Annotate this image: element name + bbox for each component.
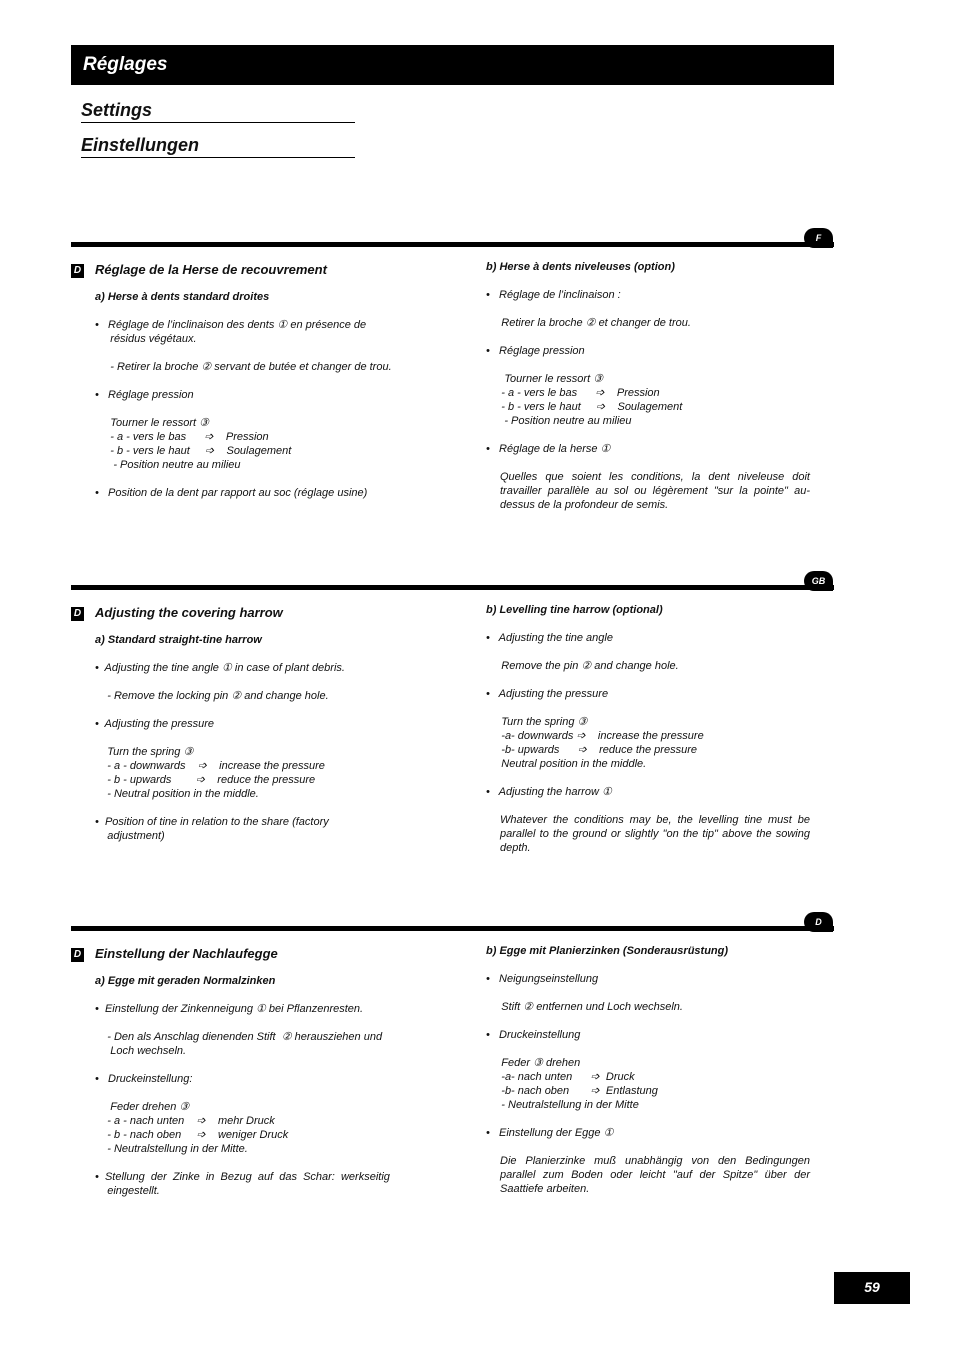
text-line <box>95 402 425 416</box>
text-line: Retirer la broche ② et changer de trou. <box>486 317 691 329</box>
text-line: Turn the spring ③ <box>486 716 588 728</box>
left-column <box>95 633 425 843</box>
text-line <box>95 1016 425 1030</box>
text-line <box>486 617 811 631</box>
text-line: • Position de la dent par rapport au soc (réglage usine) <box>95 487 368 499</box>
right-heading: b) Levelling tine harrow (optional) <box>486 604 663 616</box>
page-title: Réglages <box>83 54 168 75</box>
text-line: • Neigungseinstellung <box>486 973 599 985</box>
text-line <box>486 645 811 659</box>
text-line: - a - downwards ➩ increase the pressure <box>95 760 325 772</box>
section-f <box>0 233 954 582</box>
text-line: - Position neutre au milieu <box>486 415 632 427</box>
text-line <box>486 986 811 1000</box>
text-line: - b - upwards ➩ reduce the pressure <box>95 774 316 786</box>
text-line <box>486 1140 811 1154</box>
text-line <box>486 771 811 785</box>
section-rule <box>71 926 834 931</box>
text-line <box>486 958 811 972</box>
header-bar <box>71 45 834 85</box>
right-heading: b) Egge mit Planierzinken (Sonderausrüstung) <box>486 945 729 957</box>
text-line: • Adjusting the pressure <box>486 688 609 700</box>
marker-box: D <box>71 607 84 621</box>
marker-box: D <box>71 264 84 278</box>
section-rule <box>71 585 834 590</box>
text-line <box>486 701 811 715</box>
text-line: • Réglage de la herse ① <box>486 443 611 455</box>
text-line <box>486 456 811 470</box>
text-line: - Neutralstellung in der Mitte <box>486 1099 639 1111</box>
text-line <box>95 675 425 689</box>
text-line: • Réglage de l’inclinaison des dents ① en présence de <box>95 319 367 331</box>
text-line <box>486 799 811 813</box>
text-line <box>95 988 425 1002</box>
text-line <box>486 1112 811 1126</box>
right-heading: b) Herse à dents niveleuses (option) <box>486 261 675 273</box>
text-line <box>95 472 425 486</box>
text-line: Neutral position in the middle. <box>486 758 647 770</box>
text-line: • Réglage de l’inclinaison : <box>486 289 621 301</box>
right-paragraph: Quelles que soient les conditions, la dent niveleuse doit travailler parallèle au sol ou légèrement "sur la pointe" au-dessus de la profondeur de semis. <box>500 471 810 511</box>
text-line: Loch wechseln. <box>95 1045 187 1057</box>
text-line <box>486 274 811 288</box>
text-line <box>95 1086 425 1100</box>
left-heading: a) Standard straight-tine harrow <box>95 634 262 646</box>
text-line: • Réglage pression <box>95 389 194 401</box>
text-line: -a- downwards ➩ increase the pressure <box>486 730 704 742</box>
text-line: • Druckeinstellung <box>486 1029 581 1041</box>
text-line: - Position neutre au milieu <box>95 459 241 471</box>
marker-box: D <box>71 948 84 962</box>
text-line: - b - nach oben ➩ weniger Druck <box>95 1129 289 1141</box>
text-line: Tourner le ressort ③ <box>95 417 209 429</box>
section-title: Adjusting the covering harrow <box>95 605 283 620</box>
text-line <box>95 731 425 745</box>
text-line <box>95 801 425 815</box>
text-line: Feder ③ drehen <box>486 1057 581 1069</box>
text-line: - a - vers le bas ➩ Pression <box>486 387 660 399</box>
text-line <box>95 304 425 318</box>
right-column <box>486 944 811 1196</box>
page-number: 59 <box>834 1272 910 1304</box>
text-line: • Adjusting the harrow ① <box>486 786 612 798</box>
text-line: - Neutral position in the middle. <box>95 788 259 800</box>
section-title: Réglage de la Herse de recouvrement <box>95 262 327 277</box>
text-line <box>95 1156 425 1170</box>
text-line: Stift ② entfernen und Loch wechseln. <box>486 1001 683 1013</box>
text-line: Tourner le ressort ③ <box>486 373 604 385</box>
left-heading: a) Herse à dents standard droites <box>95 291 270 303</box>
text-line: Feder drehen ③ <box>95 1101 190 1113</box>
language-badge: F <box>804 228 833 248</box>
text-line: • Réglage pression <box>486 345 585 357</box>
right-paragraph: Whatever the conditions may be, the levelling tine must be parallel to the ground or slightly "on the tip" above the sowing depth. <box>500 814 810 854</box>
text-line: -b- nach oben ➩ Entlastung <box>486 1085 658 1097</box>
text-line: - Den als Anschlag dienenden Stift ② herausziehen und <box>95 1031 383 1043</box>
subtitle-german: Einstellungen <box>81 135 355 158</box>
text-line <box>486 302 811 316</box>
text-line <box>486 428 811 442</box>
text-line: • Adjusting the tine angle <box>486 632 613 644</box>
section-rule <box>71 242 834 247</box>
text-line: - b - vers le haut ➩ Soulagement <box>486 401 683 413</box>
text-line: • Position of tine in relation to the share (factory <box>95 816 329 828</box>
text-line: - Neutralstellung in der Mitte. <box>95 1143 248 1155</box>
text-line: Remove the pin ② and change hole. <box>486 660 679 672</box>
text-line: • Druckeinstellung: <box>95 1073 193 1085</box>
text-line: - b - vers le haut ➩ Soulagement <box>95 445 292 457</box>
text-line: - a - vers le bas ➩ Pression <box>95 431 269 443</box>
text-line: -a- nach unten ➩ Druck <box>486 1071 635 1083</box>
left-column <box>95 290 425 500</box>
text-line <box>95 703 425 717</box>
text-line: Turn the spring ③ <box>95 746 194 758</box>
subtitle-english: Settings <box>81 100 355 123</box>
right-column <box>486 603 811 855</box>
text-line: • Adjusting the pressure <box>95 718 215 730</box>
right-column <box>486 260 811 512</box>
text-line: adjustment) <box>95 830 165 842</box>
left-heading: a) Egge mit geraden Normalzinken <box>95 975 276 987</box>
language-badge: D <box>804 912 833 932</box>
text-line: - Retirer la broche ② servant de butée et changer de trou. <box>95 361 392 373</box>
text-line <box>486 358 811 372</box>
text-line <box>486 330 811 344</box>
text-line: • Einstellung der Egge ① <box>486 1127 614 1139</box>
text-line <box>486 1042 811 1056</box>
text-line: - Remove the locking pin ② and change hole. <box>95 690 329 702</box>
text-line <box>486 1014 811 1028</box>
text-line: -b- upwards ➩ reduce the pressure <box>486 744 697 756</box>
text-line: • Adjusting the tine angle ① in case of plant debris. <box>95 662 345 674</box>
text-line: • Einstellung der Zinkenneigung ① bei Pflanzenresten. <box>95 1003 364 1015</box>
text-line: résidus végétaux. <box>95 333 197 345</box>
text-line: - a - nach unten ➩ mehr Druck <box>95 1115 275 1127</box>
section-title: Einstellung der Nachlaufegge <box>95 946 278 961</box>
text-line <box>486 673 811 687</box>
text-line <box>95 1058 425 1072</box>
section-d <box>0 917 954 1266</box>
text-line <box>95 374 425 388</box>
text-line: • Stellung der Zinke in Bezug auf das Schar: werkseitig <box>95 1171 390 1183</box>
left-column <box>95 974 425 1198</box>
text-line <box>95 647 425 661</box>
text-line <box>95 346 425 360</box>
language-badge: GB <box>804 571 833 591</box>
section-gb <box>0 576 954 925</box>
text-line: eingestellt. <box>95 1185 160 1197</box>
right-paragraph: Die Planierzinke muß unabhängig von den Bedingungen parallel zum Boden oder leicht "auf der Spitze" über der Saattiefe arbeiten. <box>500 1155 810 1195</box>
